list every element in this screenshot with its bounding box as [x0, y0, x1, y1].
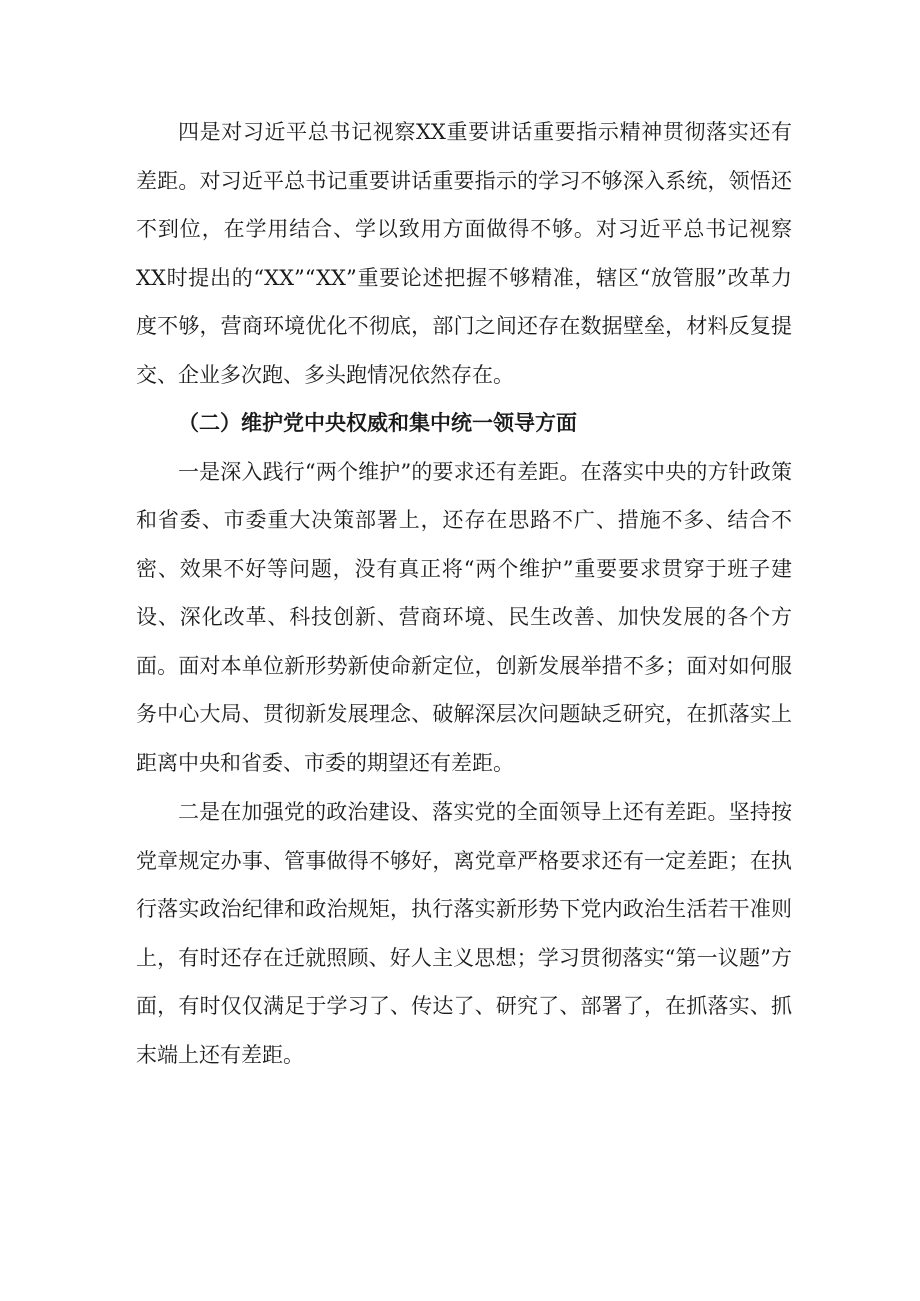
- paragraph-four-is: 四是对习近平总书记视察XX重要讲话重要指示精神贯彻落实还有差距。对习近平总书记重要讲话重要指示的学习不够深入系统，领悟还不到位，在学用结合、学以致用方面做得不够。对习近平总书记视察XX时提出的“XX”“XX”重要论述把握不够精准，辖区“放管服”改革力度不够，营商环境优化不彻底，部门之间还存在数据壁垒，材料反复提交、企业多次跑、多头跑情况依然存在。: [136, 120, 792, 387]
- paragraph-two-is: 二是在加强党的政治建设、落实党的全面领导上还有差距。坚持按党章规定办事、管事做得不够好，离党章严格要求还有一定差距；在执行落实政治纪律和政治规矩，执行落实新形势下党内政治生活若干准则上，有时还存在迁就照顾、好人主义思想；学习贯彻落实“第一议题”方面，有时仅仅满足于学习了、传达了、研究了、部署了，在抓落实、抓末端上还有差距。: [136, 800, 792, 1067]
- section-heading-two: （二）维护党中央权威和集中统一领导方面: [178, 411, 577, 435]
- paragraph-one-is: 一是深入践行“两个维护”的要求还有差距。在落实中央的方针政策和省委、市委重大决策部署上，还存在思路不广、措施不多、结合不密、效果不好等问题，没有真正将“两个维护”重要要求贯穿于班子建设、深化改革、科技创新、营商环境、民生改善、加快发展的各个方面。面对本单位新形势新使命新定位，创新发展举措不多；面对如何服务中心大局、贯彻新发展理念、破解深层次问题缺乏研究，在抓落实上距离中央和省委、市委的期望还有差距。: [136, 459, 792, 775]
- document-body: [136, 108, 792, 1079]
